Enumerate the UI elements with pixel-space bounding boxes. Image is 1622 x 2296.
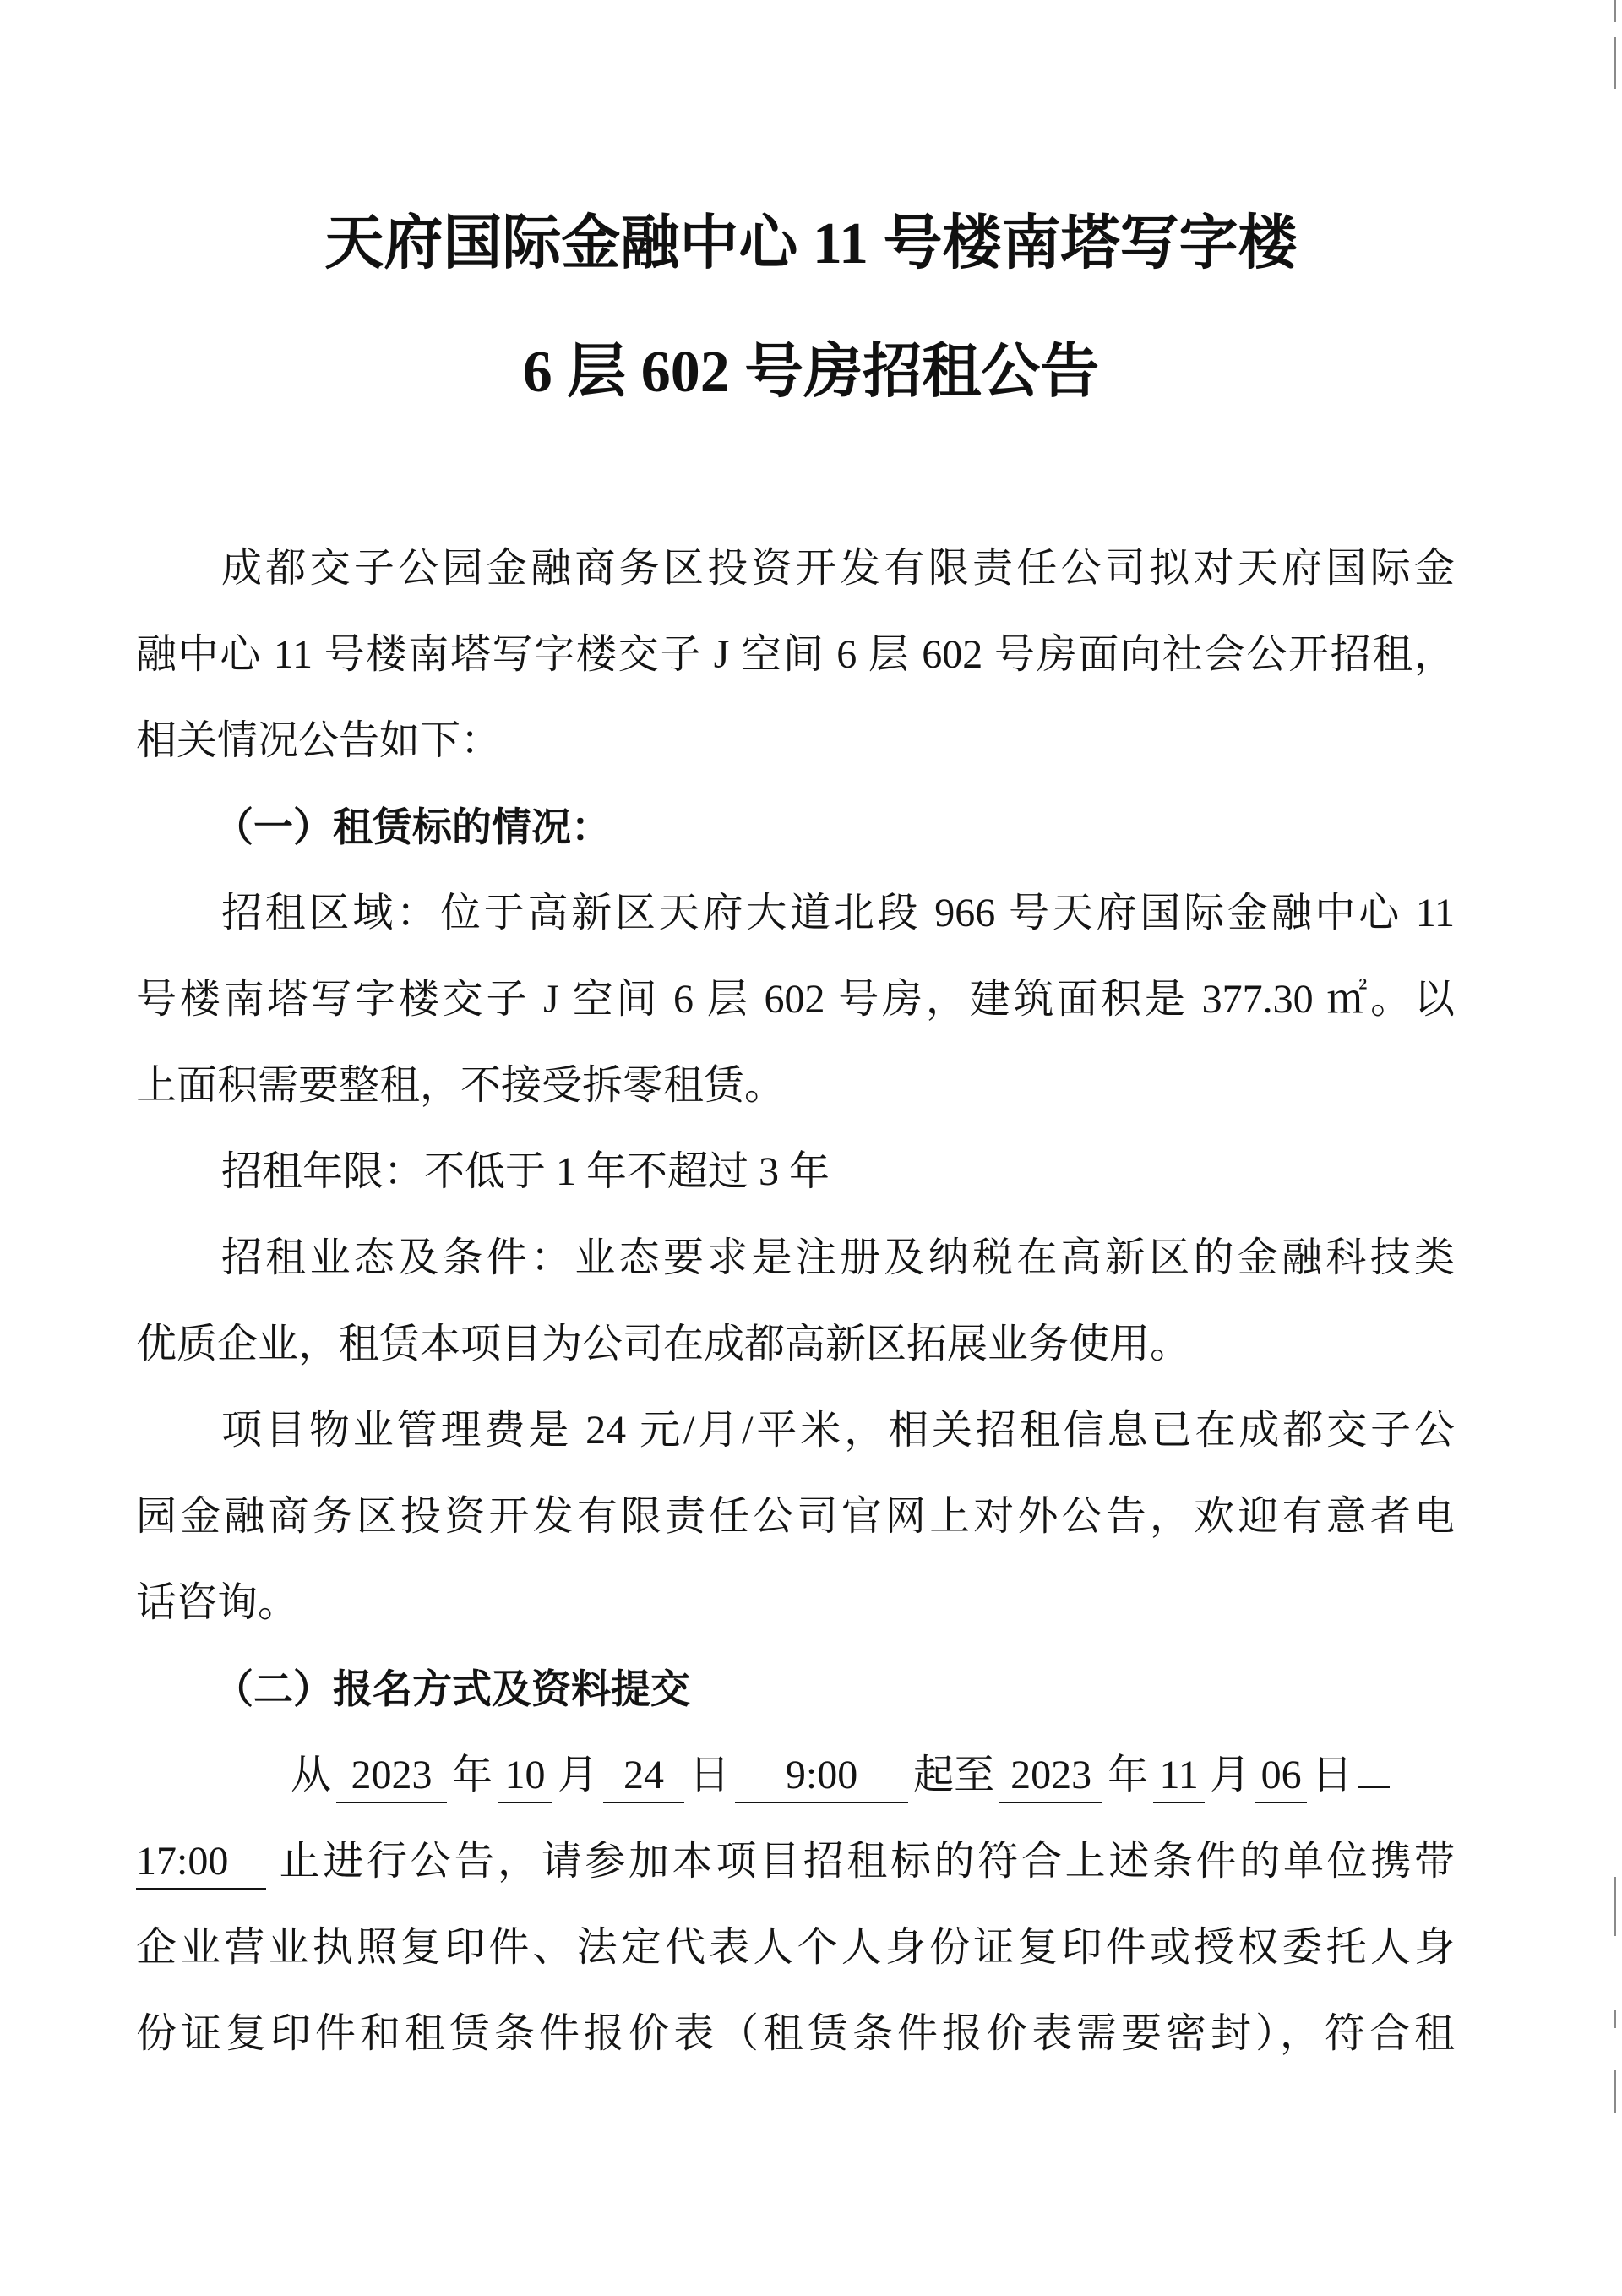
year-char: 年 [452,1753,493,1797]
scan-edge-mark [1614,2010,1616,2028]
business-condition-line: 招租业态及条件：业态要求是注册及纳税在高新区的金融科技类 [221,1235,1455,1280]
scan-edge-mark [1614,0,1616,22]
end-month-value: 11 [1153,1753,1205,1803]
blank-underline [1358,1738,1390,1788]
day-char: 日 [1312,1753,1353,1797]
lease-area-line: 号楼南塔写字楼交子 J 空间 6 层 602 号房，建筑面积是 377.30 ㎡。以 [136,977,1455,1022]
property-fee-line: 话咨询。 [136,1580,299,1625]
notice-body [136,526,1455,2077]
month-char: 月 [558,1753,599,1797]
end-time-value: 17:00 [136,1840,266,1890]
period-from-text: 从 [291,1753,332,1797]
scan-edge-mark [1614,2070,1616,2113]
notice-title-line-2: 6 层 602 号房招租公告 [522,340,1100,405]
property-fee-line: 项目物业管理费是 24 元/月/平米，相关招租信息已在成都交子公 [221,1408,1455,1453]
start-time-value: 9:00 [735,1753,908,1803]
materials-line: 企业营业执照复印件、法定代表人个人身份证复印件或授权委托人身 [136,1925,1455,1970]
business-condition-line: 优质企业，租赁本项目为公司在成都高新区拓展业务使用。 [136,1322,1191,1366]
period-until-text: 起至 [913,1753,995,1797]
start-year-value: 2023 [336,1753,447,1803]
notice-period-continuation-line [136,1819,1455,1905]
section-heading-registration: （二）报名方式及资料提交 [214,1666,690,1711]
day-char: 日 [689,1753,731,1797]
section-heading-lease-subject: （一）租赁标的情况： [214,804,611,849]
end-day-value: 06 [1255,1753,1307,1803]
notice-period-line [136,1732,1455,1819]
lease-term-line: 招租年限：不低于 1 年不超过 3 年 [221,1149,830,1194]
materials-line: 份证复印件和租赁条件报价表（租赁条件报价表需要密封），符合租 [136,2011,1455,2056]
end-year-value: 2023 [999,1753,1102,1803]
intro-line: 成都交子公园金融商务区投资开发有限责任公司拟对天府国际金 [221,546,1455,591]
year-char: 年 [1108,1753,1149,1797]
notice-title-line-1: 天府国际金融中心 11 号楼南塔写字楼 [324,211,1298,276]
scan-edge-mark [1614,1877,1616,1936]
lease-area-line: 招租区域：位于高新区天府大道北段 966 号天府国际金融中心 11 [221,891,1455,935]
intro-line: 融中心 11 号楼南塔写字楼交子 J 空间 6 层 602 号房面向社会公开招租， [136,632,1455,677]
period-continuation-text: 止进行公告，请参加本项目招租标的符合上述条件的单位携带 [276,1839,1455,1884]
intro-line: 相关情况公告如下： [136,718,502,763]
lease-area-line: 上面积需要整租，不接受拆零租赁。 [136,1063,786,1108]
start-month-value: 10 [498,1753,552,1803]
property-fee-line: 园金融商务区投资开发有限责任公司官网上对外公告，欢迎有意者电 [136,1494,1455,1539]
month-char: 月 [1210,1753,1251,1797]
scan-edge-mark [1614,37,1616,89]
start-day-value: 24 [603,1753,684,1803]
